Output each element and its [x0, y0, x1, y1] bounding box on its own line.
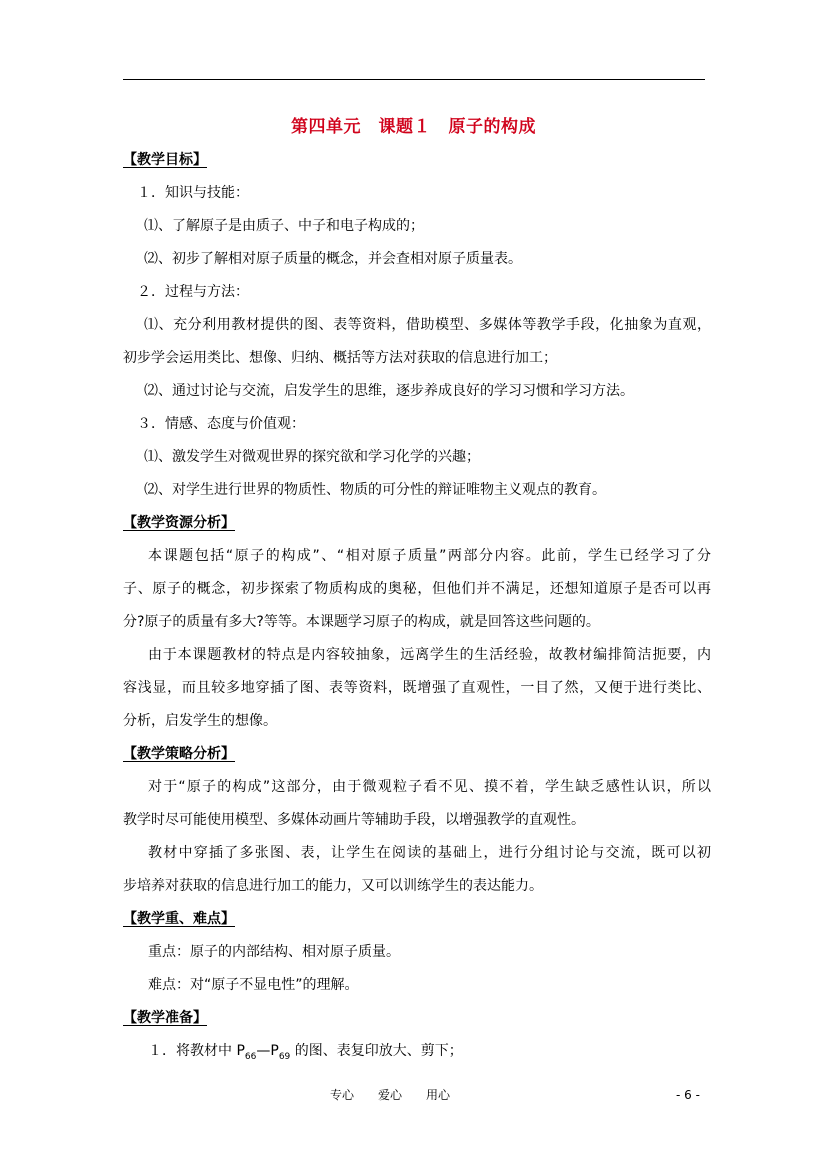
- strategy-paragraph-1-line-1: 对于“原子的构成”这部分，由于微观粒子看不见、摸不着，学生缺乏感性认识，所以: [148, 779, 711, 795]
- objective-process-item-1-cont: 初步学会运用类比、想像、归纳、概括等方法对获取的信息进行加工；: [123, 350, 557, 366]
- objective-knowledge-heading: １．知识与技能：: [137, 185, 249, 201]
- objective-knowledge-item-1: ⑴、了解原子是由质子、中子和电子构成的；: [144, 218, 424, 234]
- keypoint-difficulty: 难点：对“原子不显电性”的理解。: [148, 977, 359, 993]
- objective-process-item-1: ⑴、充分利用教材提供的图、表等资料，借助模型、多媒体等教学手段，化抽象为直观，: [144, 317, 711, 333]
- preparation-item-1-prefix: １．将教材中 P: [148, 1043, 245, 1059]
- page-ref-end: 69: [278, 1051, 291, 1062]
- resources-paragraph-1-line-3: 分?原子的质量有多大?等等。本课题学习原子的构成，就是回答这些问题的。: [123, 614, 600, 630]
- strategy-paragraph-1-line-2: 教学时尽可能使用模型、多媒体动画片等辅助手段，以增强教学的直观性。: [123, 812, 585, 828]
- resources-paragraph-2-line-2: 容浅显，而且较多地穿插了图、表等资料，既增强了直观性，一目了然，又便于进行类比、: [123, 680, 711, 696]
- objective-knowledge-item-2: ⑵、初步了解相对原子质量的概念，并会查相对原子质量表。: [144, 251, 522, 267]
- objective-emotion-heading: ３．情感、态度与价值观：: [137, 416, 305, 432]
- section-heading-strategy: 【教学策略分析】: [123, 746, 235, 762]
- strategy-paragraph-2-line-1: 教材中穿插了多张图、表，让学生在阅读的基础上，进行分组讨论与交流，既可以初: [148, 845, 711, 861]
- keypoint-focus: 重点：原子的内部结构、相对原子质量。: [148, 944, 400, 960]
- objective-emotion-item-1: ⑴、激发学生对微观世界的探究欲和学习化学的兴趣；: [144, 449, 480, 465]
- objective-process-item-2: ⑵、通过讨论与交流，启发学生的思维，逐步养成良好的学习习惯和学习方法。: [144, 383, 634, 399]
- footer-motto: 专心 爱心 用心: [330, 1088, 451, 1102]
- resources-paragraph-2-line-1: 由于本课题教材的特点是内容较抽象，远离学生的生活经验，故教材编排简洁扼要，内: [148, 647, 711, 663]
- header-rule: [123, 79, 705, 80]
- resources-paragraph-1-line-1: 本课题包括“原子的构成”、“相对原子质量”两部分内容。此前，学生已经学习了分: [148, 548, 711, 564]
- preparation-item-1-suffix: 的图、表复印放大、剪下；: [290, 1043, 463, 1059]
- page-ref-dash: —P: [256, 1043, 279, 1059]
- page-ref-start: 66: [244, 1051, 257, 1062]
- resources-paragraph-1-line-2: 子、原子的概念，初步探索了物质构成的奥秘，但他们并不满足，还想知道原子是否可以再: [123, 581, 711, 597]
- section-heading-resources: 【教学资源分析】: [123, 515, 235, 531]
- resources-paragraph-2-line-3: 分析，启发学生的想像。: [123, 713, 277, 729]
- objective-process-heading: ２．过程与方法：: [137, 284, 249, 300]
- objective-emotion-item-2: ⑵、对学生进行世界的物质性、物质的可分性的辩证唯物主义观点的教育。: [144, 482, 606, 498]
- section-heading-preparation: 【教学准备】: [123, 1010, 207, 1026]
- page-title: 第四单元 课题１ 原子的构成: [291, 117, 536, 137]
- section-heading-objectives: 【教学目标】: [123, 152, 207, 168]
- strategy-paragraph-2-line-2: 步培养对获取的信息进行加工的能力，又可以训练学生的表达能力。: [123, 878, 543, 894]
- section-heading-keypoints: 【教学重、难点】: [123, 911, 235, 927]
- preparation-item-1: [148, 1041, 463, 1067]
- page-number: - 6 -: [676, 1088, 700, 1102]
